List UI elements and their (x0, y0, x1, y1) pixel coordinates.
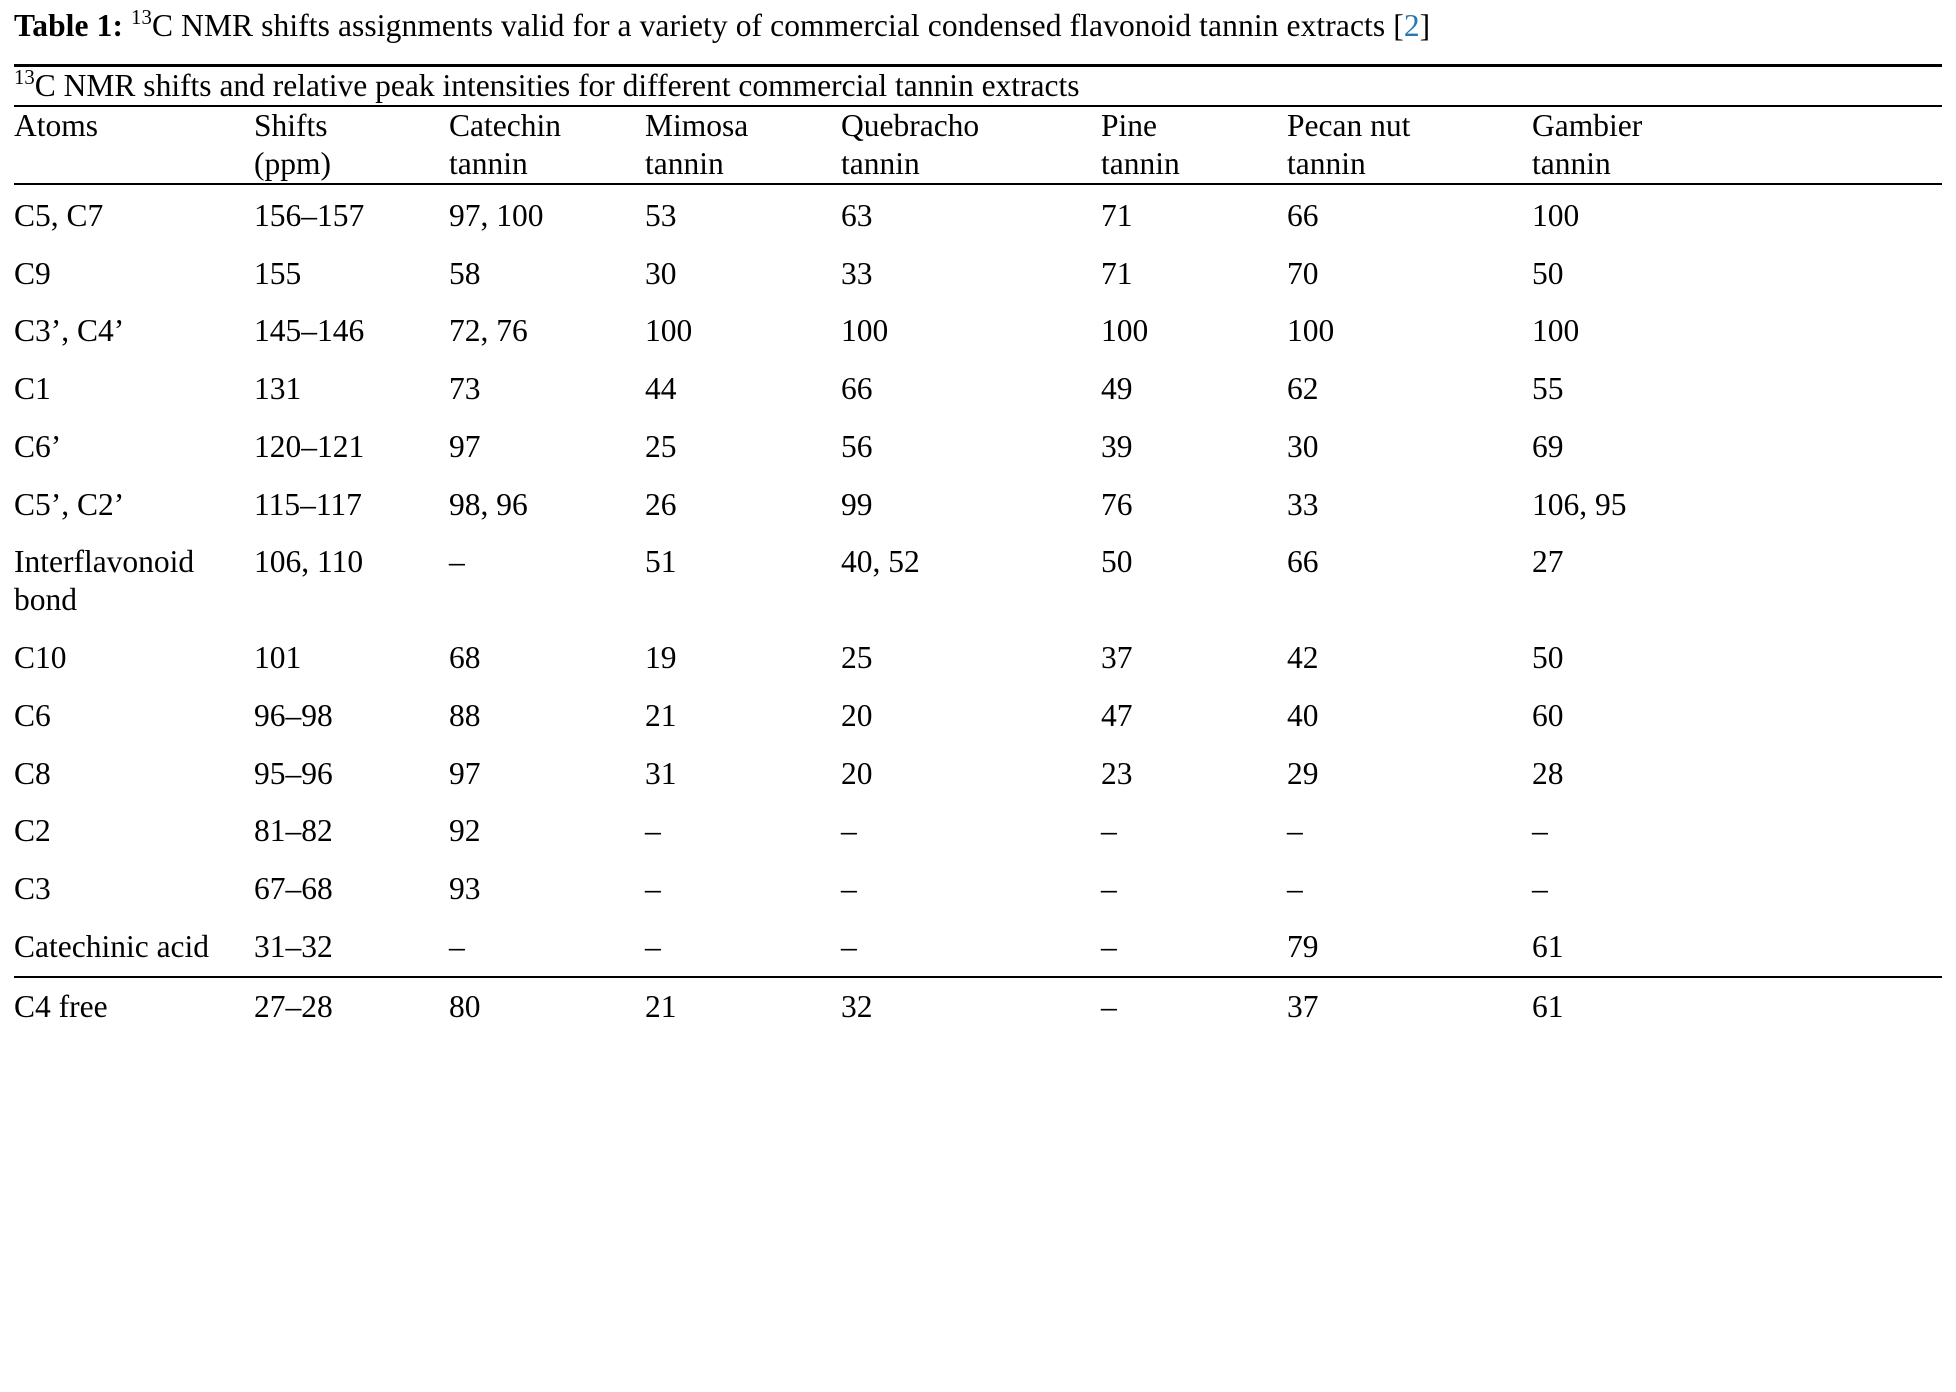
cell-catechin: 97 (449, 428, 481, 464)
table-row (14, 360, 1942, 418)
cell-pine: 49 (1101, 371, 1133, 407)
cell-quebracho: 32 (841, 977, 1101, 1036)
cell-gambier: 27 (1532, 544, 1564, 580)
cell-atoms: C2 (14, 813, 51, 849)
column-header-pecan-line2: tannin (1287, 145, 1366, 181)
table-row (14, 629, 1942, 687)
column-header-pine-line1: Pine (1101, 108, 1158, 144)
table-row (14, 802, 1942, 860)
table-row (14, 245, 1942, 303)
cell-pecan: 37 (1287, 977, 1532, 1036)
column-header-row (14, 106, 1942, 184)
cell-gambier: 106, 95 (1532, 486, 1627, 522)
cell-catechin: 97, 100 (449, 184, 645, 245)
cell-shifts: 145–146 (254, 313, 365, 349)
cell-quebracho: 66 (841, 371, 873, 407)
cell-pecan: – (1287, 871, 1303, 907)
caption-reference-link[interactable]: 2 (1403, 8, 1420, 43)
cell-mimosa: 53 (645, 184, 841, 245)
cell-catechin: 58 (449, 255, 481, 291)
cell-quebracho: 100 (841, 313, 889, 349)
cell-gambier: 55 (1532, 371, 1564, 407)
cell-atoms: C1 (14, 371, 51, 407)
cell-pine: – (1101, 929, 1117, 965)
caption-text: C NMR shifts assignments valid for a variety of commercial condensed flavonoid tannin extracts (152, 8, 1394, 43)
caption-bracket-open: [ (1393, 8, 1404, 43)
cell-pine: – (1101, 977, 1287, 1036)
cell-mimosa: – (645, 929, 661, 965)
cell-atoms: C9 (14, 255, 51, 291)
cell-quebracho: 99 (841, 486, 873, 522)
cell-shifts: 96–98 (254, 697, 333, 733)
column-header-atoms-line1: Atoms (14, 108, 99, 144)
column-header-gambier-line2: tannin (1532, 145, 1611, 181)
cell-shifts: 120–121 (254, 428, 365, 464)
cell-quebracho: 20 (841, 755, 873, 791)
cell-pine: – (1101, 813, 1117, 849)
cell-mimosa: – (645, 871, 661, 907)
cell-pine: 50 (1101, 544, 1133, 580)
cell-shifts: 156–157 (254, 184, 449, 245)
cell-quebracho: – (841, 929, 857, 965)
cell-gambier: 50 (1532, 255, 1564, 291)
cell-pecan: 79 (1287, 929, 1319, 965)
cell-atoms: C6’ (14, 428, 62, 464)
cell-mimosa: 44 (645, 371, 677, 407)
column-header-quebracho-line2: tannin (841, 145, 920, 181)
column-header-catechin-line1: Catechin (449, 108, 561, 144)
cell-quebracho: 40, 52 (841, 544, 920, 580)
cell-pecan: 40 (1287, 697, 1319, 733)
cell-pine: 47 (1101, 697, 1133, 733)
spanning-header-cell (14, 66, 1942, 106)
table-row (14, 184, 1942, 245)
cell-shifts: 106, 110 (254, 544, 364, 580)
cell-pecan: 66 (1287, 184, 1532, 245)
column-header-shifts-line2: (ppm) (254, 145, 331, 181)
cell-atoms: C3’, C4’ (14, 313, 125, 349)
cell-shifts: 101 (254, 640, 302, 676)
cell-pine: 37 (1101, 640, 1133, 676)
cell-pecan: 62 (1287, 371, 1319, 407)
cell-atoms: C10 (14, 640, 67, 676)
table-row (14, 745, 1942, 803)
column-header-pine-line2: tannin (1101, 145, 1180, 181)
table-row (14, 418, 1942, 476)
cell-catechin: 97 (449, 755, 481, 791)
cell-pine: 71 (1101, 184, 1287, 245)
spanning-header-row (14, 66, 1942, 106)
cell-atoms: C8 (14, 755, 51, 791)
caption-bracket-close: ] (1419, 8, 1431, 43)
cell-gambier: 69 (1532, 428, 1564, 464)
cell-atoms: C5’, C2’ (14, 486, 125, 522)
cell-pecan: 100 (1287, 313, 1335, 349)
cell-catechin: 73 (449, 371, 481, 407)
cell-shifts: 131 (254, 371, 302, 407)
cell-pine: 100 (1101, 313, 1149, 349)
cell-quebracho: 56 (841, 428, 873, 464)
caption-space (123, 8, 131, 43)
cell-mimosa: 21 (645, 977, 841, 1036)
cell-catechin: 98, 96 (449, 486, 528, 522)
caption-superscript: 13 (131, 5, 153, 29)
column-header-mimosa (645, 106, 841, 184)
cell-quebracho: – (841, 871, 857, 907)
cell-pecan: 70 (1287, 255, 1319, 291)
cell-quebracho: 63 (841, 184, 1101, 245)
cell-atoms: Catechinic acid (14, 929, 210, 965)
cell-mimosa: 31 (645, 755, 677, 791)
cell-atoms: C3 (14, 871, 51, 907)
nmr-table (14, 64, 1942, 1035)
cell-atoms: Interflavonoid bond (14, 544, 195, 618)
cell-pecan: 30 (1287, 428, 1319, 464)
column-header-gambier (1532, 106, 1942, 184)
cell-catechin: – (449, 929, 465, 965)
column-header-atoms (14, 106, 254, 184)
cell-quebracho: 20 (841, 697, 873, 733)
cell-gambier: 61 (1532, 929, 1564, 965)
column-header-gambier-line1: Gambier (1532, 108, 1643, 144)
cell-mimosa: 21 (645, 697, 677, 733)
cell-atoms: C6 (14, 697, 51, 733)
cell-pine: 39 (1101, 428, 1133, 464)
cell-gambier: 28 (1532, 755, 1564, 791)
cell-catechin: 72, 76 (449, 313, 528, 349)
cell-atoms: C5, C7 (14, 184, 254, 245)
table-head (14, 66, 1942, 184)
cell-catechin: 80 (449, 977, 645, 1036)
cell-pecan: 42 (1287, 640, 1319, 676)
cell-quebracho: 25 (841, 640, 873, 676)
column-header-shifts (254, 106, 449, 184)
cell-catechin: 68 (449, 640, 481, 676)
column-header-shifts-line1: Shifts (254, 108, 328, 144)
cell-quebracho: 33 (841, 255, 873, 291)
cell-pine: 76 (1101, 486, 1133, 522)
cell-mimosa: 26 (645, 486, 677, 522)
nmr-table-container (10, 64, 1946, 1035)
cell-gambier: 61 (1532, 977, 1942, 1036)
cell-shifts: 67–68 (254, 871, 333, 907)
column-header-mimosa-line2: tannin (645, 145, 724, 181)
table-row (14, 476, 1942, 534)
column-header-catechin-line2: tannin (449, 145, 528, 181)
cell-gambier: 50 (1532, 640, 1564, 676)
cell-quebracho: – (841, 813, 857, 849)
cell-pine: – (1101, 871, 1117, 907)
column-header-quebracho (841, 106, 1101, 184)
cell-gambier: – (1532, 871, 1548, 907)
cell-catechin: – (449, 544, 465, 580)
table-row (14, 977, 1942, 1036)
cell-shifts: 115–117 (254, 486, 362, 522)
cell-mimosa: 25 (645, 428, 677, 464)
cell-pecan: – (1287, 813, 1303, 849)
column-header-quebracho-line1: Quebracho (841, 108, 980, 144)
cell-pecan: 29 (1287, 755, 1319, 791)
table-body (14, 184, 1942, 1036)
caption-label: Table 1: (14, 8, 124, 43)
cell-catechin: 92 (449, 813, 481, 849)
table-row (14, 687, 1942, 745)
cell-shifts: 27–28 (254, 977, 449, 1036)
cell-pecan: 33 (1287, 486, 1319, 522)
cell-gambier: 100 (1532, 313, 1580, 349)
spanning-header-superscript: 13 (14, 66, 35, 90)
table-row (14, 533, 1942, 629)
cell-mimosa: 30 (645, 255, 677, 291)
column-header-pecan-line1: Pecan nut (1287, 108, 1411, 144)
cell-gambier: 60 (1532, 697, 1564, 733)
cell-catechin: 93 (449, 871, 481, 907)
cell-shifts: 31–32 (254, 929, 333, 965)
table-row (14, 860, 1942, 918)
column-header-catechin (449, 106, 645, 184)
cell-shifts: 95–96 (254, 755, 333, 791)
cell-shifts: 155 (254, 255, 302, 291)
spanning-header-text: C NMR shifts and relative peak intensities for different commercial tannin extracts (34, 68, 1080, 104)
column-header-pecan (1287, 106, 1532, 184)
cell-shifts: 81–82 (254, 813, 333, 849)
cell-atoms: C4 free (14, 977, 254, 1036)
cell-gambier: – (1532, 813, 1548, 849)
cell-pine: 71 (1101, 255, 1133, 291)
cell-mimosa: 51 (645, 544, 677, 580)
cell-gambier: 100 (1532, 184, 1942, 245)
cell-mimosa: – (645, 813, 661, 849)
cell-mimosa: 19 (645, 640, 677, 676)
table-row (14, 302, 1942, 360)
column-header-mimosa-line1: Mimosa (645, 108, 749, 144)
table-caption (10, 0, 1946, 46)
column-header-pine (1101, 106, 1287, 184)
cell-mimosa: 100 (645, 313, 693, 349)
cell-pine: 23 (1101, 755, 1133, 791)
table-row (14, 918, 1942, 977)
cell-pecan: 66 (1287, 544, 1319, 580)
cell-catechin: 88 (449, 697, 481, 733)
